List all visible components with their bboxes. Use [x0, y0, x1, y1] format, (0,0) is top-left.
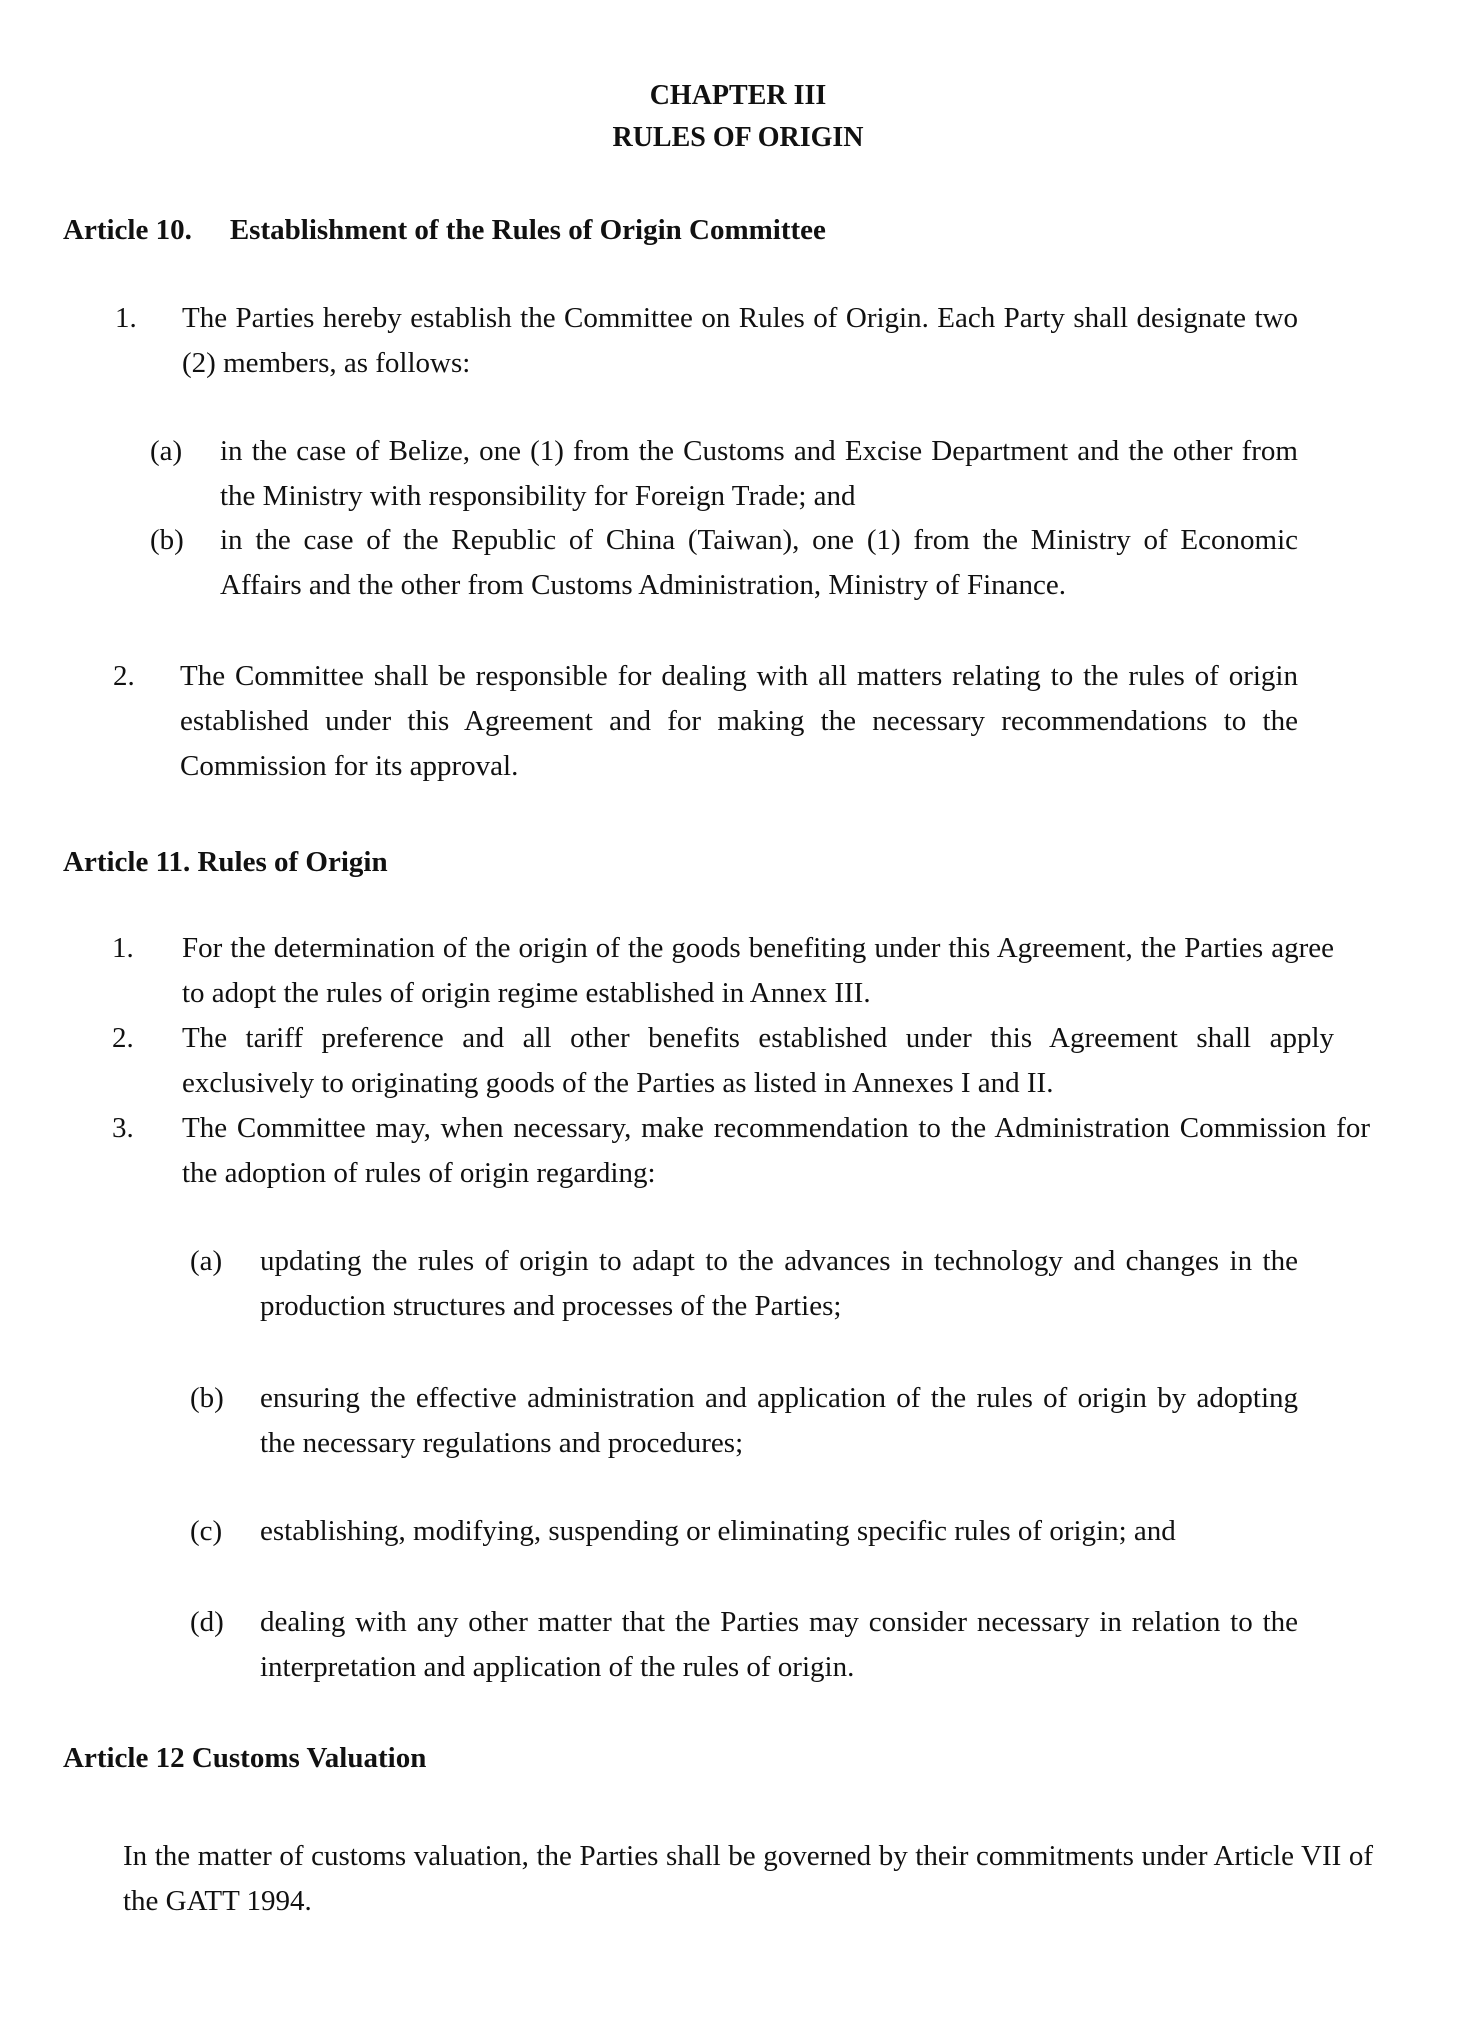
item-text: The Parties hereby establish the Committee on Rules of Origin. Each Party shall designate two (2) members, as follows: — [182, 302, 1298, 379]
article-10-heading — [63, 208, 826, 253]
item-number: 2. — [112, 1022, 134, 1054]
subitem-label: (b) — [150, 524, 184, 556]
chapter-title: RULES OF ORIGIN — [612, 122, 864, 153]
subitem-label: (c) — [190, 1515, 223, 1547]
subitem-label: (a) — [190, 1245, 223, 1277]
item-text: The Committee shall be responsible for dealing with all matters relating to the rules of origin established under this Agreement and for making the necessary recommendations to the Commission for its approval. — [180, 660, 1298, 782]
item-text: The tariff preference and all other benefits established under this Agreement shall apply exclusively to originating goods of the Parties as listed in Annexes I and II. — [182, 1022, 1334, 1099]
item-number: 2. — [113, 660, 135, 692]
subitem-text: establishing, modifying, suspending or eliminating specific rules of origin; and — [260, 1515, 1176, 1547]
article-12-text: In the matter of customs valuation, the Parties shall be governed by their commitments under Article VII of the GATT 1994. — [123, 1840, 1373, 1917]
article-10-title: Establishment of the Rules of Origin Committee — [229, 214, 826, 246]
item-number: 3. — [112, 1112, 134, 1144]
article-12-heading: Article 12 Customs Valuation — [63, 1742, 427, 1774]
subitem-text: in the case of Belize, one (1) from the Customs and Excise Department and the other from the Ministry with responsibility for Foreign Trade; and — [220, 435, 1298, 512]
item-text: For the determination of the origin of the goods benefiting under this Agreement, the Parties agree to adopt the rules of origin regime established in Annex III. — [182, 932, 1334, 1009]
item-text: The Committee may, when necessary, make recommendation to the Administration Commission for the adoption of rules of origin regarding: — [182, 1112, 1370, 1189]
subitem-text: in the case of the Republic of China (Taiwan), one (1) from the Ministry of Economic Affairs and the other from Customs Administration, Ministry of Finance. — [220, 524, 1298, 601]
article-10-number: Article 10. — [63, 214, 192, 246]
subitem-label: (b) — [190, 1382, 224, 1414]
subitem-text: ensuring the effective administration and application of the rules of origin by adopting the necessary regulations and procedures; — [260, 1382, 1298, 1459]
subitem-label: (d) — [190, 1606, 224, 1638]
subitem-text: updating the rules of origin to adapt to the advances in technology and changes in the production structures and processes of the Parties; — [260, 1245, 1298, 1322]
subitem-text: dealing with any other matter that the Parties may consider necessary in relation to the interpretation and application of the rules of origin. — [260, 1606, 1298, 1683]
chapter-number: CHAPTER III — [649, 80, 827, 111]
article-11-heading: Article 11. Rules of Origin — [63, 846, 388, 878]
item-number: 1. — [112, 932, 134, 964]
item-number: 1. — [115, 302, 137, 334]
subitem-label: (a) — [150, 435, 183, 467]
